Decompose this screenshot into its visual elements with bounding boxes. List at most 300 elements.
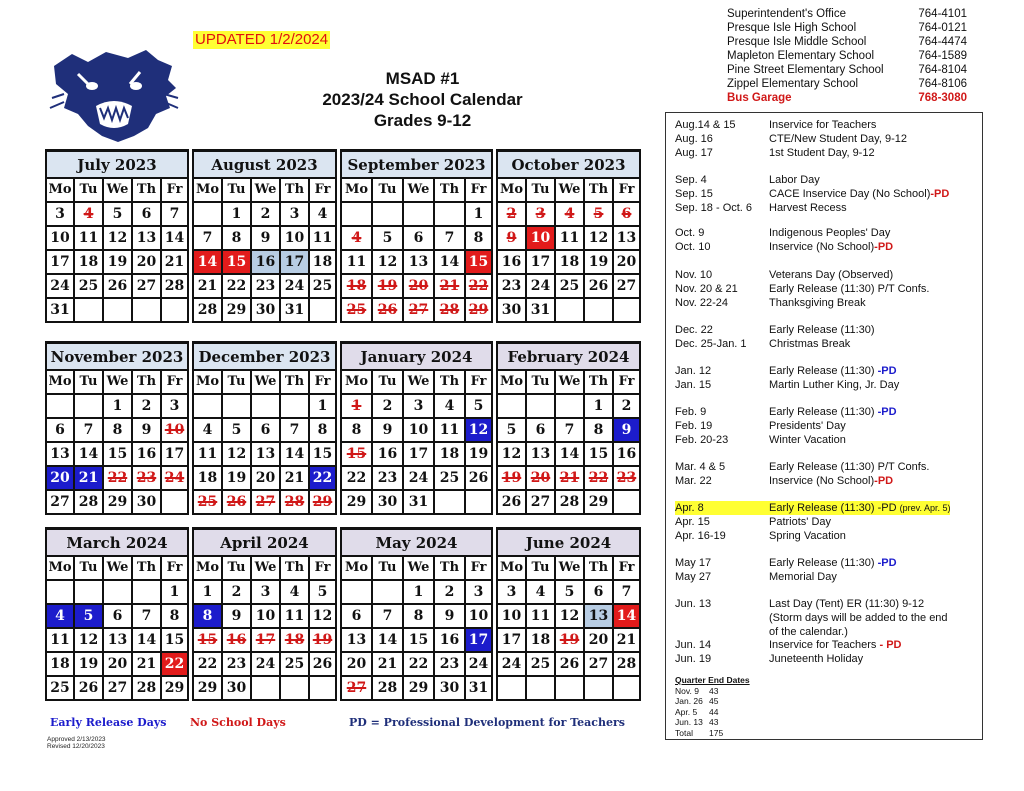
date-cell: 6 — [584, 580, 613, 604]
date-cell: 18 — [434, 442, 465, 466]
weekday-header: Fr — [465, 556, 492, 580]
date-cell: 9 — [497, 226, 526, 250]
date-cell — [555, 394, 584, 418]
date-cell: 7 — [193, 226, 222, 250]
weekday-header: Tu — [372, 178, 403, 202]
date-cell: 9 — [372, 418, 403, 442]
date-cell: 26 — [584, 274, 613, 298]
date-cell: 13 — [613, 226, 640, 250]
date-cell: 31 — [46, 298, 74, 322]
month-header: July 2023 — [46, 151, 188, 179]
date-cell: 8 — [341, 418, 372, 442]
date-cell: 20 — [403, 274, 434, 298]
weekday-header: Tu — [74, 556, 103, 580]
date-cell: 17 — [161, 442, 188, 466]
date-cell: 6 — [341, 604, 372, 628]
date-cell — [103, 298, 132, 322]
date-cell: 13 — [46, 442, 74, 466]
weekday-header: We — [103, 556, 132, 580]
date-cell: 17 — [465, 628, 492, 652]
date-cell: 7 — [161, 202, 188, 226]
approved-date: Approved 2/13/2023 — [47, 736, 106, 743]
approval-note — [47, 736, 106, 750]
date-cell: 21 — [555, 466, 584, 490]
calendar-block — [45, 149, 641, 323]
date-cell: 22 — [103, 466, 132, 490]
weekday-header: Fr — [161, 556, 188, 580]
quarter-title: Quarter End Dates — [675, 675, 750, 685]
contact-phone: 764-8104 — [918, 64, 967, 76]
event-desc: Early Release (11:30) — [769, 324, 875, 336]
event-desc: Memorial Day — [769, 571, 837, 583]
date-cell — [526, 394, 555, 418]
date-cell: 2 — [372, 394, 403, 418]
weekday-header: Tu — [222, 370, 251, 394]
date-cell — [132, 298, 161, 322]
month-header: April 2024 — [193, 529, 336, 557]
date-cell — [46, 580, 74, 604]
date-cell: 26 — [372, 298, 403, 322]
weekday-header: Fr — [309, 178, 336, 202]
events-panel — [665, 112, 983, 740]
contact-name: Bus Garage — [727, 92, 792, 104]
event-date: Jun. 13 — [675, 598, 712, 610]
date-cell: 13 — [526, 442, 555, 466]
date-cell: 13 — [103, 628, 132, 652]
date-cell: 7 — [74, 418, 103, 442]
date-cell: 17 — [280, 250, 309, 274]
date-cell: 28 — [74, 490, 103, 514]
date-cell — [280, 676, 309, 700]
date-cell: 21 — [161, 250, 188, 274]
date-cell: 7 — [280, 418, 309, 442]
contact-phone: 764-1589 — [918, 50, 967, 62]
date-cell: 21 — [132, 652, 161, 676]
weekday-header: We — [555, 556, 584, 580]
date-cell: 12 — [372, 250, 403, 274]
date-cell: 21 — [434, 274, 465, 298]
date-cell: 27 — [584, 652, 613, 676]
event-desc: Indigenous Peoples' Day — [769, 227, 891, 239]
date-cell: 14 — [555, 442, 584, 466]
date-cell: 24 — [526, 274, 555, 298]
contact-phone: 764-4474 — [918, 36, 967, 48]
date-cell: 20 — [613, 250, 640, 274]
date-cell: 25 — [434, 466, 465, 490]
event-desc: Inservice (No School)-PD — [769, 241, 894, 253]
date-cell: 4 — [74, 202, 103, 226]
date-cell: 7 — [555, 418, 584, 442]
date-cell: 22 — [161, 652, 188, 676]
month-header: March 2024 — [46, 529, 188, 557]
weekday-header: Mo — [46, 370, 74, 394]
date-cell: 13 — [341, 628, 372, 652]
date-cell: 17 — [526, 250, 555, 274]
legend — [50, 716, 625, 732]
date-cell — [280, 394, 309, 418]
date-cell: 7 — [613, 580, 640, 604]
weekday-header: Th — [584, 178, 613, 202]
date-cell: 23 — [613, 466, 640, 490]
date-cell: 4 — [280, 580, 309, 604]
weekday-header: Fr — [309, 370, 336, 394]
date-cell: 8 — [465, 226, 492, 250]
date-cell: 11 — [434, 418, 465, 442]
date-cell: 12 — [465, 418, 492, 442]
date-cell: 4 — [309, 202, 336, 226]
date-cell: 1 — [161, 580, 188, 604]
weekday-header: Fr — [613, 370, 640, 394]
weekday-header: Mo — [193, 178, 222, 202]
date-cell: 6 — [132, 202, 161, 226]
wildcat-logo — [44, 44, 184, 144]
event-desc: Presidents' Day — [769, 420, 846, 432]
event-tag: -PD — [877, 365, 897, 377]
weekday-header: Mo — [46, 556, 74, 580]
date-cell: 7 — [132, 604, 161, 628]
weekday-header: Tu — [372, 556, 403, 580]
event-date: Jun. 19 — [675, 653, 712, 665]
date-cell: 3 — [280, 202, 309, 226]
event-desc: Early Release (11:30) -PD — [769, 557, 897, 569]
contact-phone: 764-4101 — [918, 8, 967, 20]
event-desc: Early Release (11:30) -PD (prev. Apr. 5) — [769, 502, 951, 514]
date-cell: 4 — [341, 226, 372, 250]
contact-name: Presque Isle Middle School — [727, 36, 867, 48]
weekday-header: Th — [132, 370, 161, 394]
date-cell: 1 — [103, 394, 132, 418]
date-cell: 31 — [526, 298, 555, 322]
date-cell — [555, 676, 584, 700]
contact-row — [727, 21, 967, 35]
weekday-header: Mo — [341, 178, 372, 202]
date-cell — [161, 490, 188, 514]
event-date: Feb. 20-23 — [675, 434, 729, 446]
date-cell: 16 — [251, 250, 280, 274]
month-header: November 2023 — [46, 343, 188, 371]
date-cell — [613, 676, 640, 700]
event-desc: Last Day (Tent) ER (11:30) 9-12 — [769, 598, 925, 610]
weekday-header: We — [103, 178, 132, 202]
date-cell — [309, 298, 336, 322]
date-cell: 18 — [193, 466, 222, 490]
date-cell: 23 — [222, 652, 251, 676]
date-cell — [584, 676, 613, 700]
date-cell — [341, 202, 372, 226]
date-cell: 15 — [465, 250, 492, 274]
date-cell: 29 — [584, 490, 613, 514]
weekday-header: Th — [280, 370, 309, 394]
date-cell: 21 — [372, 652, 403, 676]
date-cell: 18 — [341, 274, 372, 298]
contact-phone: 764-0121 — [918, 22, 967, 34]
date-cell: 11 — [193, 442, 222, 466]
weekday-header: Tu — [222, 556, 251, 580]
date-cell: 3 — [526, 202, 555, 226]
date-cell: 7 — [372, 604, 403, 628]
date-cell: 2 — [497, 202, 526, 226]
date-cell: 22 — [341, 466, 372, 490]
event-date: Sep. 18 - Oct. 6 — [675, 202, 753, 214]
date-cell: 29 — [193, 676, 222, 700]
date-cell: 4 — [526, 580, 555, 604]
event-tag: -PD — [877, 557, 897, 569]
weekday-header: We — [251, 370, 280, 394]
date-cell: 8 — [222, 226, 251, 250]
event-date: Apr. 8 — [675, 501, 770, 515]
date-cell: 4 — [555, 202, 584, 226]
title-line-2: 2023/24 School Calendar — [322, 90, 523, 109]
date-cell: 4 — [434, 394, 465, 418]
weekday-header: We — [555, 370, 584, 394]
date-cell: 19 — [74, 652, 103, 676]
event-desc: Juneteenth Holiday — [769, 653, 864, 665]
date-cell: 26 — [555, 652, 584, 676]
date-cell: 24 — [161, 466, 188, 490]
date-cell — [372, 202, 403, 226]
date-cell: 19 — [309, 628, 336, 652]
date-cell: 11 — [74, 226, 103, 250]
event-desc: Inservice for Teachers - PD — [769, 639, 902, 651]
weekday-header: Th — [584, 556, 613, 580]
weekday-header: We — [403, 370, 434, 394]
date-cell: 8 — [584, 418, 613, 442]
date-cell: 20 — [251, 466, 280, 490]
date-cell: 23 — [251, 274, 280, 298]
date-cell: 27 — [613, 274, 640, 298]
quarter-end-dates — [675, 675, 750, 738]
date-cell: 12 — [555, 604, 584, 628]
date-cell: 26 — [222, 490, 251, 514]
month-header: June 2024 — [497, 529, 640, 557]
date-cell: 14 — [280, 442, 309, 466]
date-cell: 6 — [613, 202, 640, 226]
event-desc: Thanksgiving Break — [769, 297, 866, 309]
calendar-title — [290, 68, 555, 131]
date-cell: 24 — [465, 652, 492, 676]
event-desc: Veterans Day (Observed) — [769, 269, 894, 281]
date-cell: 28 — [280, 490, 309, 514]
weekday-header: Tu — [74, 370, 103, 394]
date-cell: 8 — [103, 418, 132, 442]
date-cell: 19 — [465, 442, 492, 466]
date-cell: 5 — [222, 418, 251, 442]
legend-no-school: No School Days — [190, 716, 286, 729]
contact-name: Superintendent's Office — [727, 8, 846, 20]
date-cell: 24 — [251, 652, 280, 676]
date-cell: 17 — [46, 250, 74, 274]
weekday-header: Tu — [222, 178, 251, 202]
date-cell: 17 — [403, 442, 434, 466]
event-desc: 1st Student Day, 9-12 — [769, 147, 875, 159]
date-cell: 8 — [309, 418, 336, 442]
date-cell: 29 — [341, 490, 372, 514]
date-cell: 31 — [465, 676, 492, 700]
date-cell: 28 — [193, 298, 222, 322]
date-cell: 23 — [132, 466, 161, 490]
weekday-header: Tu — [526, 178, 555, 202]
date-cell — [132, 580, 161, 604]
date-cell — [434, 490, 465, 514]
date-cell: 18 — [74, 250, 103, 274]
date-cell: 18 — [555, 250, 584, 274]
event-date: Mar. 4 & 5 — [675, 461, 726, 473]
date-cell: 30 — [434, 676, 465, 700]
date-cell: 29 — [103, 490, 132, 514]
date-cell: 29 — [161, 676, 188, 700]
date-cell: 30 — [497, 298, 526, 322]
date-cell: 2 — [132, 394, 161, 418]
date-cell: 23 — [434, 652, 465, 676]
quarter-row: Nov. 9 43 — [675, 685, 719, 696]
title-line-1: MSAD #1 — [385, 69, 460, 88]
event-tag: -PD — [877, 406, 897, 418]
event-date: Sep. 15 — [675, 188, 713, 200]
date-cell: 9 — [251, 226, 280, 250]
date-cell: 5 — [465, 394, 492, 418]
date-cell: 14 — [74, 442, 103, 466]
date-cell: 1 — [403, 580, 434, 604]
date-cell: 8 — [193, 604, 222, 628]
date-cell: 27 — [46, 490, 74, 514]
month-header: May 2024 — [341, 529, 492, 557]
date-cell: 11 — [280, 604, 309, 628]
event-date: Apr. 16-19 — [675, 530, 726, 542]
date-cell: 12 — [103, 226, 132, 250]
date-cell: 11 — [309, 226, 336, 250]
date-cell: 3 — [251, 580, 280, 604]
date-cell: 13 — [132, 226, 161, 250]
date-cell — [497, 676, 526, 700]
date-cell: 1 — [222, 202, 251, 226]
date-cell: 27 — [103, 676, 132, 700]
date-cell: 3 — [465, 580, 492, 604]
event-desc: (Storm days will be added to the end — [769, 612, 948, 624]
event-desc: Spring Vacation — [769, 530, 846, 542]
date-cell: 28 — [132, 676, 161, 700]
contact-name: Mapleton Elementary School — [727, 50, 875, 62]
contact-row — [727, 7, 967, 21]
event-desc: Early Release (11:30) P/T Confs. — [769, 283, 930, 295]
date-cell: 5 — [497, 418, 526, 442]
date-cell: 20 — [341, 652, 372, 676]
date-cell: 22 — [465, 274, 492, 298]
date-cell — [613, 298, 640, 322]
date-cell: 19 — [372, 274, 403, 298]
date-cell: 3 — [403, 394, 434, 418]
quarter-row: Jan. 26 45 — [675, 696, 719, 706]
date-cell: 19 — [103, 250, 132, 274]
quarter-row: Total 175 — [675, 727, 724, 738]
date-cell: 10 — [161, 418, 188, 442]
date-cell: 19 — [222, 466, 251, 490]
date-cell: 1 — [465, 202, 492, 226]
contact-row — [727, 77, 967, 91]
date-cell: 29 — [403, 676, 434, 700]
event-tag: (prev. Apr. 5) — [899, 503, 951, 513]
date-cell: 27 — [526, 490, 555, 514]
date-cell: 10 — [280, 226, 309, 250]
date-cell: 25 — [309, 274, 336, 298]
date-cell: 12 — [584, 226, 613, 250]
date-cell: 18 — [280, 628, 309, 652]
weekday-header: Tu — [74, 178, 103, 202]
date-cell: 12 — [497, 442, 526, 466]
month-header: October 2023 — [497, 151, 640, 179]
date-cell: 1 — [584, 394, 613, 418]
date-cell — [74, 298, 103, 322]
date-cell: 14 — [161, 226, 188, 250]
month-header: January 2024 — [341, 343, 492, 371]
date-cell: 21 — [280, 466, 309, 490]
date-cell: 20 — [584, 628, 613, 652]
date-cell: 18 — [526, 628, 555, 652]
title-line-3: Grades 9-12 — [373, 111, 472, 130]
date-cell: 5 — [103, 202, 132, 226]
weekday-header: Tu — [526, 556, 555, 580]
date-cell — [555, 298, 584, 322]
weekday-header: Mo — [193, 556, 222, 580]
date-cell: 16 — [222, 628, 251, 652]
contact-list — [727, 7, 967, 105]
date-cell: 22 — [309, 466, 336, 490]
date-cell — [222, 394, 251, 418]
date-cell: 9 — [434, 604, 465, 628]
event-desc: Inservice (No School)-PD — [769, 475, 894, 487]
date-cell: 1 — [193, 580, 222, 604]
date-cell: 18 — [46, 652, 74, 676]
contact-row — [727, 91, 967, 105]
date-cell: 15 — [193, 628, 222, 652]
date-cell — [74, 580, 103, 604]
weekday-header: Fr — [613, 556, 640, 580]
event-date: Feb. 9 — [675, 406, 707, 418]
weekday-header: Mo — [497, 370, 526, 394]
date-cell: 3 — [497, 580, 526, 604]
date-cell: 10 — [251, 604, 280, 628]
month-header: September 2023 — [341, 151, 492, 179]
weekday-header: Th — [434, 556, 465, 580]
date-cell: 15 — [309, 442, 336, 466]
date-cell: 31 — [403, 490, 434, 514]
quarter-row: Jun. 13 43 — [675, 717, 719, 727]
date-cell: 23 — [372, 466, 403, 490]
weekday-header: We — [555, 178, 584, 202]
weekday-header: Tu — [526, 370, 555, 394]
date-cell: 16 — [613, 442, 640, 466]
date-cell: 4 — [46, 604, 74, 628]
date-cell — [193, 394, 222, 418]
event-date: Oct. 10 — [675, 241, 711, 253]
date-cell — [103, 580, 132, 604]
event-desc: Early Release (11:30) -PD — [769, 406, 897, 418]
date-cell: 25 — [526, 652, 555, 676]
event-date: Feb. 19 — [675, 420, 713, 432]
date-cell: 12 — [74, 628, 103, 652]
date-cell: 22 — [222, 274, 251, 298]
date-cell: 22 — [193, 652, 222, 676]
date-cell: 16 — [372, 442, 403, 466]
month-header: December 2023 — [193, 343, 336, 371]
event-desc: Early Release (11:30) -PD — [769, 365, 897, 377]
date-cell: 10 — [403, 418, 434, 442]
weekday-header: We — [103, 370, 132, 394]
date-cell — [309, 676, 336, 700]
calendar-block — [45, 341, 641, 515]
date-cell: 6 — [103, 604, 132, 628]
date-cell: 5 — [555, 580, 584, 604]
date-cell: 9 — [132, 418, 161, 442]
